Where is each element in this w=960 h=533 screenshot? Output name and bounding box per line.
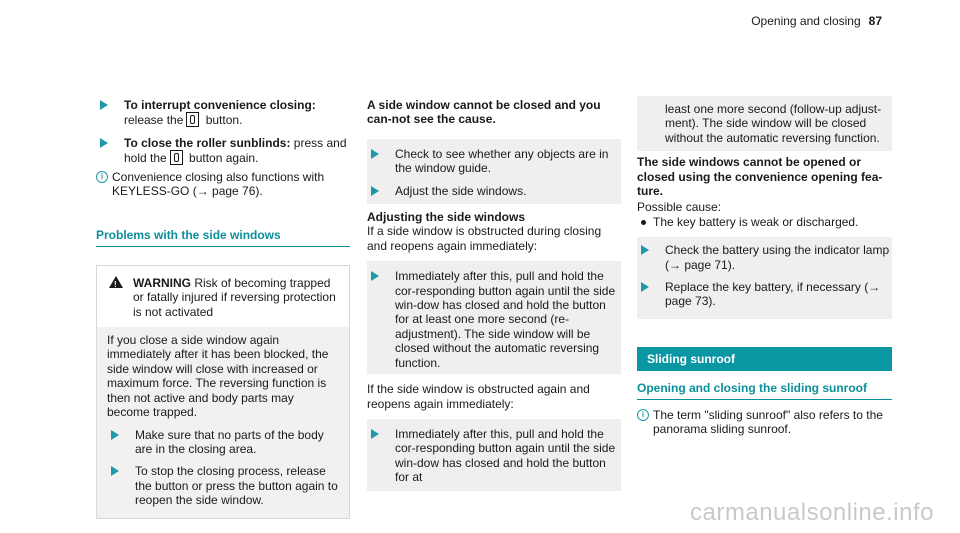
continued-step: least one more second (follow-up adjust-ment). The side window will be closed without the automatic reversing function. — [637, 96, 892, 151]
column-1 — [96, 98, 350, 519]
warning-step-1: Make sure that no parts of the body are in the closing area. — [107, 428, 339, 457]
section-banner-sunroof: Sliding sunroof — [637, 347, 892, 371]
window-button-icon — [186, 112, 199, 127]
subheading-adjusting: Adjusting the side windows — [367, 210, 526, 225]
page-header — [751, 14, 882, 28]
step-interrupt-closing: To interrupt convenience closing: release the button. — [96, 98, 350, 128]
step-adjust-windows: Adjust the side windows. — [367, 184, 621, 204]
heading-convenience-opening: The side windows cannot be opened or closed using the convenience opening fea-ture. — [637, 155, 883, 199]
arrow-icon — [371, 271, 379, 281]
warning-body: If you close a side window again immediately after it has been blocked, the side window will close with increased or maximum force. The reversing function is then not active and body parts may become trapped. Make sure that no parts of the body are in the closing area. To stop the closing process, release the button or press the button again to reopen the side window. — [97, 327, 349, 517]
arrow-icon — [641, 282, 649, 292]
para-obstructed-1: If a side window is obstructed during closing and reopens again immediately: — [367, 224, 602, 253]
cause-item: The key battery is weak or discharged. — [637, 215, 892, 229]
arrow-icon — [100, 100, 108, 110]
arrow-icon — [641, 245, 649, 255]
info-icon: i — [96, 171, 108, 183]
warning-step-2: To stop the closing process, release the button or press the button again to reopen the side window. — [107, 464, 339, 507]
step-check-battery: Check the battery using the indicator lamp (→ page 71). — [637, 243, 892, 272]
heading-cannot-close: A side window cannot be closed and you can-not see the cause. — [367, 98, 601, 127]
arrow-icon — [371, 429, 379, 439]
warning-header: ! WARNING Risk of becoming trapped or fatally injured if reversing protection is not activated — [97, 266, 349, 327]
section-title-sunroof: Opening and closing the sliding sunroof — [637, 381, 892, 399]
step-close-sunblinds: To close the roller sunblinds: press and hold the button again. — [96, 136, 350, 166]
arrow-icon — [111, 430, 119, 440]
step-readjustment: Immediately after this, pull and hold the cor-responding button again until the side win-dow has closed and hold the button for at least one more second (re-adjustment). The side window will be closed without the automatic reversing function. — [367, 261, 621, 374]
arrow-icon — [111, 466, 119, 476]
column-3 — [637, 96, 892, 437]
steps-group-battery — [637, 237, 892, 319]
warning-icon — [109, 276, 123, 288]
section-title-side-windows: Problems with the side windows — [96, 228, 350, 246]
page-number: 87 — [868, 14, 882, 28]
watermark: carmanualsonline.info — [690, 499, 934, 526]
note-keyless-go: i Convenience closing also functions with KEYLESS-GO (→ page 76). — [96, 170, 350, 199]
arrow-icon — [100, 138, 108, 148]
cause-label: Possible cause: — [637, 200, 722, 215]
bullet-icon — [641, 220, 646, 225]
arrow-icon — [371, 186, 379, 196]
column-2 — [367, 98, 621, 499]
step-follow-up: Immediately after this, pull and hold the cor-responding button again until the side win-dow has closed and hold the button for at — [367, 419, 621, 491]
info-icon: i — [637, 409, 649, 421]
para-obstructed-2: If the side window is obstructed again and reopens again immediately: — [367, 382, 590, 411]
header-section: Opening and closing — [751, 14, 861, 28]
warning-box — [96, 265, 350, 519]
step-check-objects: Check to see whether any objects are in the window guide. — [367, 147, 621, 176]
steps-group-1 — [367, 139, 621, 204]
arrow-icon — [371, 149, 379, 159]
step-replace-battery: Replace the key battery, if necessary (→ page 73). — [637, 280, 892, 309]
window-button-icon — [170, 150, 183, 165]
note-sunroof: i The term "sliding sunroof" also refers to the panorama sliding sunroof. — [637, 408, 892, 437]
